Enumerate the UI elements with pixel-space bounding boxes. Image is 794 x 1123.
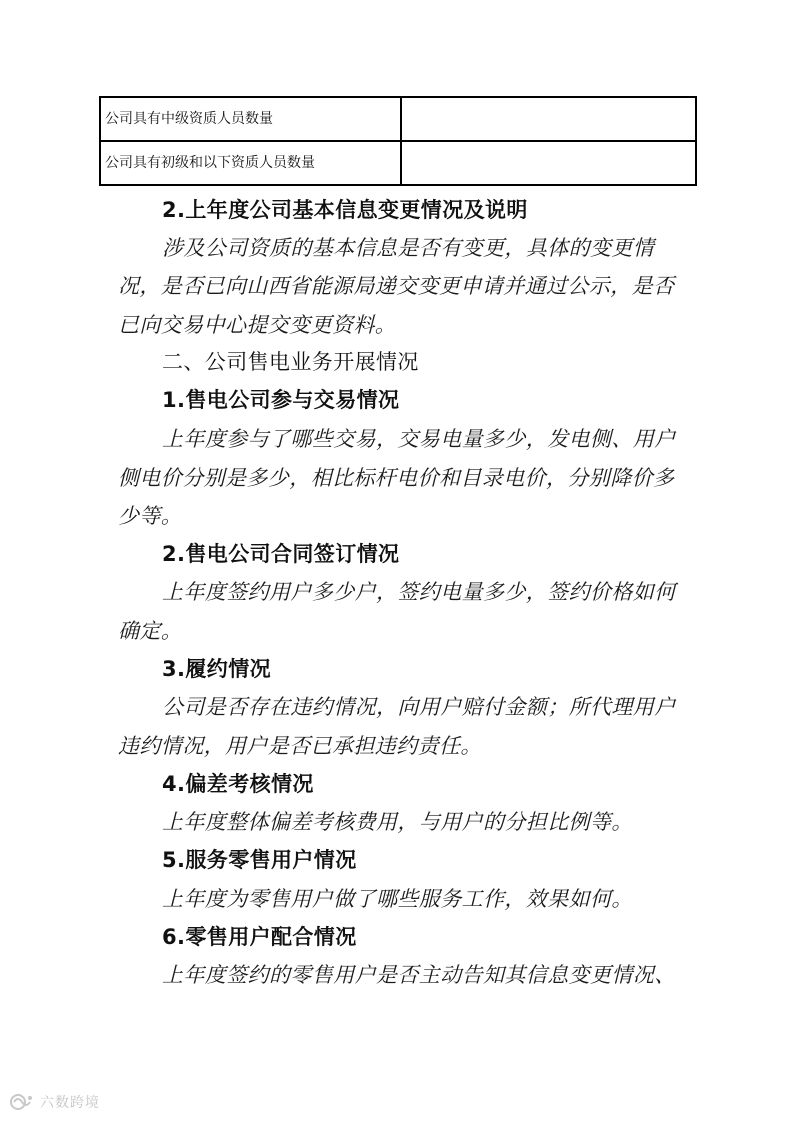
brand-logo-icon — [8, 1092, 34, 1112]
table-row — [100, 97, 696, 141]
table-label-cell: 公司具有中级资质人员数量 — [100, 97, 401, 141]
paragraph-line: 上年度整体偏差考核费用，与用户的分担比例等。 — [162, 810, 633, 834]
section-heading: 2.售电公司合同签订情况 — [162, 542, 400, 566]
paragraph-line: 上年度参与了哪些交易，交易电量多少，发电侧、用户 — [162, 427, 676, 451]
table-value-cell — [401, 141, 696, 185]
qualification-table — [99, 96, 697, 186]
table-row — [100, 141, 696, 185]
section-heading: 1.售电公司参与交易情况 — [162, 388, 400, 412]
section-heading: 2.上年度公司基本信息变更情况及说明 — [162, 198, 528, 222]
paragraph-line: 公司是否存在违约情况，向用户赔付金额；所代理用户 — [162, 695, 676, 719]
table-value-cell — [401, 97, 696, 141]
paragraph-line: 上年度为零售用户做了哪些服务工作，效果如何。 — [162, 887, 633, 911]
paragraph-line: 少等。 — [118, 504, 183, 528]
section-heading: 5.服务零售用户情况 — [162, 848, 357, 872]
section-heading: 3.履约情况 — [162, 657, 271, 681]
section-heading: 6.零售用户配合情况 — [162, 925, 357, 949]
table-label-cell: 公司具有初级和以下资质人员数量 — [100, 141, 401, 185]
paragraph-line: 侧电价分别是多少，相比标杆电价和目录电价，分别降价多 — [118, 466, 675, 490]
paragraph-line: 确定。 — [118, 619, 183, 643]
part-heading: 二、公司售电业务开展情况 — [162, 350, 419, 374]
paragraph-line: 已向交易中心提交变更资料。 — [118, 313, 397, 337]
watermark-text: 六数跨境 — [40, 1095, 100, 1111]
section-heading: 4.偏差考核情况 — [162, 772, 314, 796]
paragraph-line: 况，是否已向山西省能源局递交变更申请并通过公示，是否 — [118, 274, 675, 298]
paragraph-line: 违约情况，用户是否已承担违约责任。 — [118, 734, 482, 758]
watermark — [8, 1092, 100, 1112]
paragraph-line: 上年度签约的零售用户是否主动告知其信息变更情况、 — [162, 963, 676, 987]
paragraph-line: 上年度签约用户多少户，签约电量多少，签约价格如何 — [162, 580, 676, 604]
paragraph-line: 涉及公司资质的基本信息是否有变更，具体的变更情 — [162, 236, 655, 260]
